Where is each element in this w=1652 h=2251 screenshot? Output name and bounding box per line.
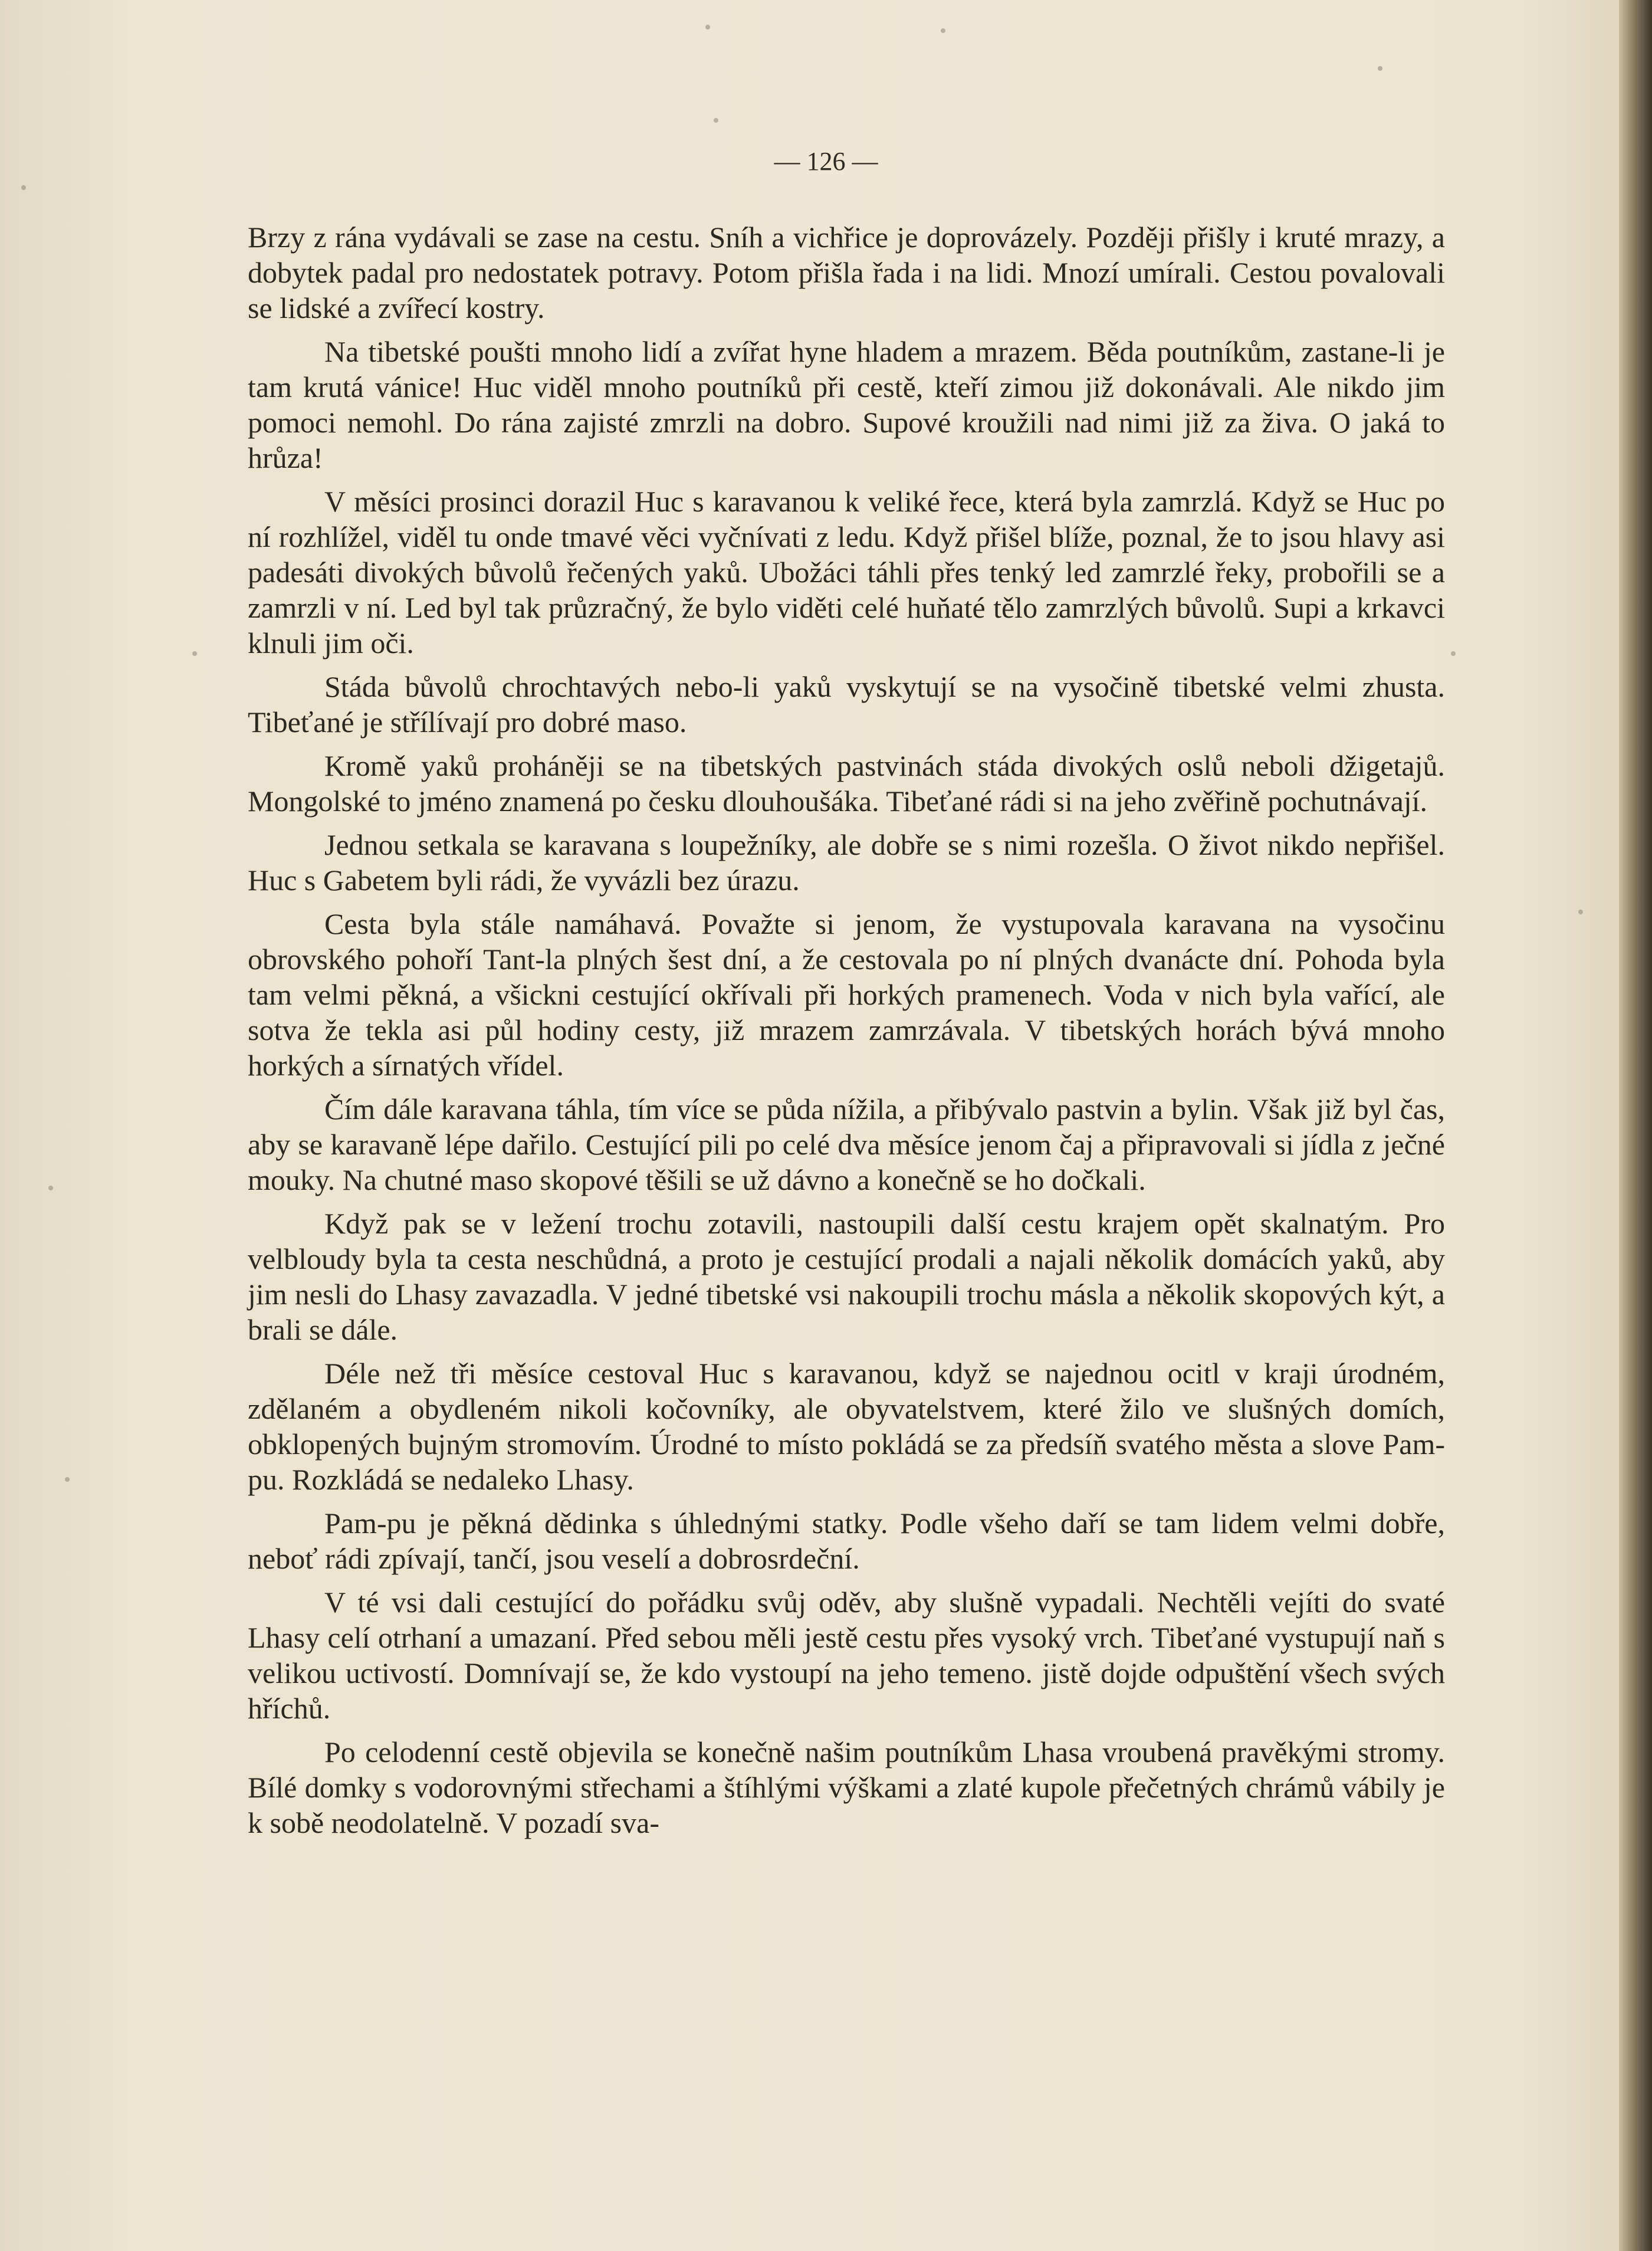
paragraph: Pam-pu je pěkná dědinka s úhlednými statky. Podle všeho daří se tam lidem velmi dobře, neboť rádi zpívají, tančí, jsou veselí a dobrosrdeční. — [248, 1507, 1445, 1575]
paper-speck — [192, 651, 197, 656]
paragraph: Stáda bůvolů chrochtavých nebo-li yaků vyskytují se na vysočině tibetské velmi zhusta. Tibeťané je střílívají pro dobré maso. — [248, 670, 1445, 739]
paper-speck — [1578, 910, 1583, 914]
paragraph: Cesta byla stále namáhavá. Považte si jenom, že vystupovala karavana na vysočinu obrovského pohoří Tant-la plných šest dní, a že cestovala po ní plných dvanácte dní. Pohoda byla tam velmi pěkná, a všickni cestující okřívali při horkých pramenech. Voda v nich byla vařící, ale sotva že tekla asi půl hodiny cesty, již mrazem zamrzávala. V tibetských horách bývá mnoho horkých a sírnatých vřídel. — [248, 907, 1445, 1082]
paragraph: Po celodenní cestě objevila se konečně našim poutníkům Lhasa vroubená pravěkými stromy. Bílé domky s vodorovnými střechami a štíhlými výškami a zlaté kupole přečetných chrámů vábily je k sobě neodolatelně. V pozadí sva- — [248, 1735, 1445, 1839]
paragraph: Kromě yaků proháněji se na tibetských pastvinách stáda divokých oslů neboli džigetajů. Mongolské to jméno znamená po česku dlouhoušáka. Tibeťané rádi si na jeho zvěřině pochutnávají. — [248, 749, 1445, 818]
paragraph: Čím dále karavana táhla, tím více se půda nížila, a přibývalo pastvin a bylin. Však již byl čas, aby se karavaně lépe dařilo. Cestující pili po celé dva měsíce jenom čaj a připravovali si jídla z ječné mouky. Na chutné maso skopové těšili se už dávno a konečně se ho dočkali. — [248, 1092, 1445, 1196]
paragraph: V té vsi dali cestující do pořádku svůj oděv, aby slušně vypadali. Nechtěli vejíti do svaté Lhasy celí otrhaní a umazaní. Před sebou měli jestě cestu přes vysoký vrch. Tibeťané vystupují naň s velikou uctivostí. Domnívají se, že kdo vystoupí na jeho temeno. jistě dojde odpuštění všech svých hříchů. — [248, 1586, 1445, 1725]
page-number: — 126 — — [774, 147, 878, 176]
paragraph: Na tibetské poušti mnoho lidí a zvířat hyne hladem a mrazem. Běda poutníkům, zastane-li je tam krutá vánice! Huc viděl mnoho poutníků při cestě, kteří zimou již dokonávali. Ale nikdo jim pomoci nemohl. Do rána zajisté zmrzli na dobro. Supové kroužili nad nimi již za živa. O jaká to hrůza! — [248, 335, 1445, 474]
paper-speck — [941, 28, 945, 33]
paper-speck — [1451, 651, 1456, 656]
paragraph: V měsíci prosinci dorazil Huc s karavanou k veliké řece, která byla zamrzlá. Když se Huc po ní rozhlížel, viděl tu onde tmavé věci vyčnívati z ledu. Když přišel blíže, poznal, že to jsou hlavy asi padesáti divokých bůvolů řečených yaků. Ubožáci táhli přes tenký led zamrzlé řeky, probořili se a zamrzli v ní. Led byl tak průzračný, že bylo viděti celé huňaté tělo zamrzlých bůvolů. Supi a krkavci klnuli jim oči. — [248, 485, 1445, 659]
paragraph: Když pak se v ležení trochu zotavili, nastoupili další cestu krajem opět skalnatým. Pro velbloudy byla ta cesta neschůdná, a proto je cestující prodali a najali několik domácích yaků, aby jim nesli do Lhasy zavazadla. V jedné tibetské vsi nakoupili trochu másla a několik skopových kýt, a brali se dále. — [248, 1207, 1445, 1346]
paragraph: Brzy z rána vydávali se zase na cestu. Sníh a vichřice je doprovázely. Později přišly i kruté mrazy, a dobytek padal pro nedostatek potravy. Potom přišla řada i na lidi. Mnozí umírali. Cestou povalovali se lidské a zvířecí kostry. — [248, 221, 1445, 324]
paper-speck — [1378, 66, 1382, 71]
paper-speck — [21, 185, 26, 190]
page-edge-shadow — [1619, 0, 1652, 2251]
paper-speck — [65, 1477, 70, 1482]
paper-speck — [48, 1186, 53, 1190]
paper-speck — [705, 25, 710, 29]
paper-speck — [714, 118, 718, 123]
body-text — [248, 219, 1445, 1849]
paragraph: Déle než tři měsíce cestoval Huc s karavanou, když se najednou ocitl v kraji úrodném, zdělaném a obydleném nikoli kočovníky, ale obyvatelstvem, které žilo ve slušných domích, obklopených bujným stromovím. Úrodné to místo pokládá se za předsíň svatého města a slove Pam-pu. Rozkládá se nedaleko Lhasy. — [248, 1357, 1445, 1496]
paragraph: Jednou setkala se karavana s loupežníky, ale dobře se s nimi rozešla. O život nikdo nepřišel. Huc s Gabetem byli rádi, že vyvázli bez úrazu. — [248, 828, 1445, 897]
